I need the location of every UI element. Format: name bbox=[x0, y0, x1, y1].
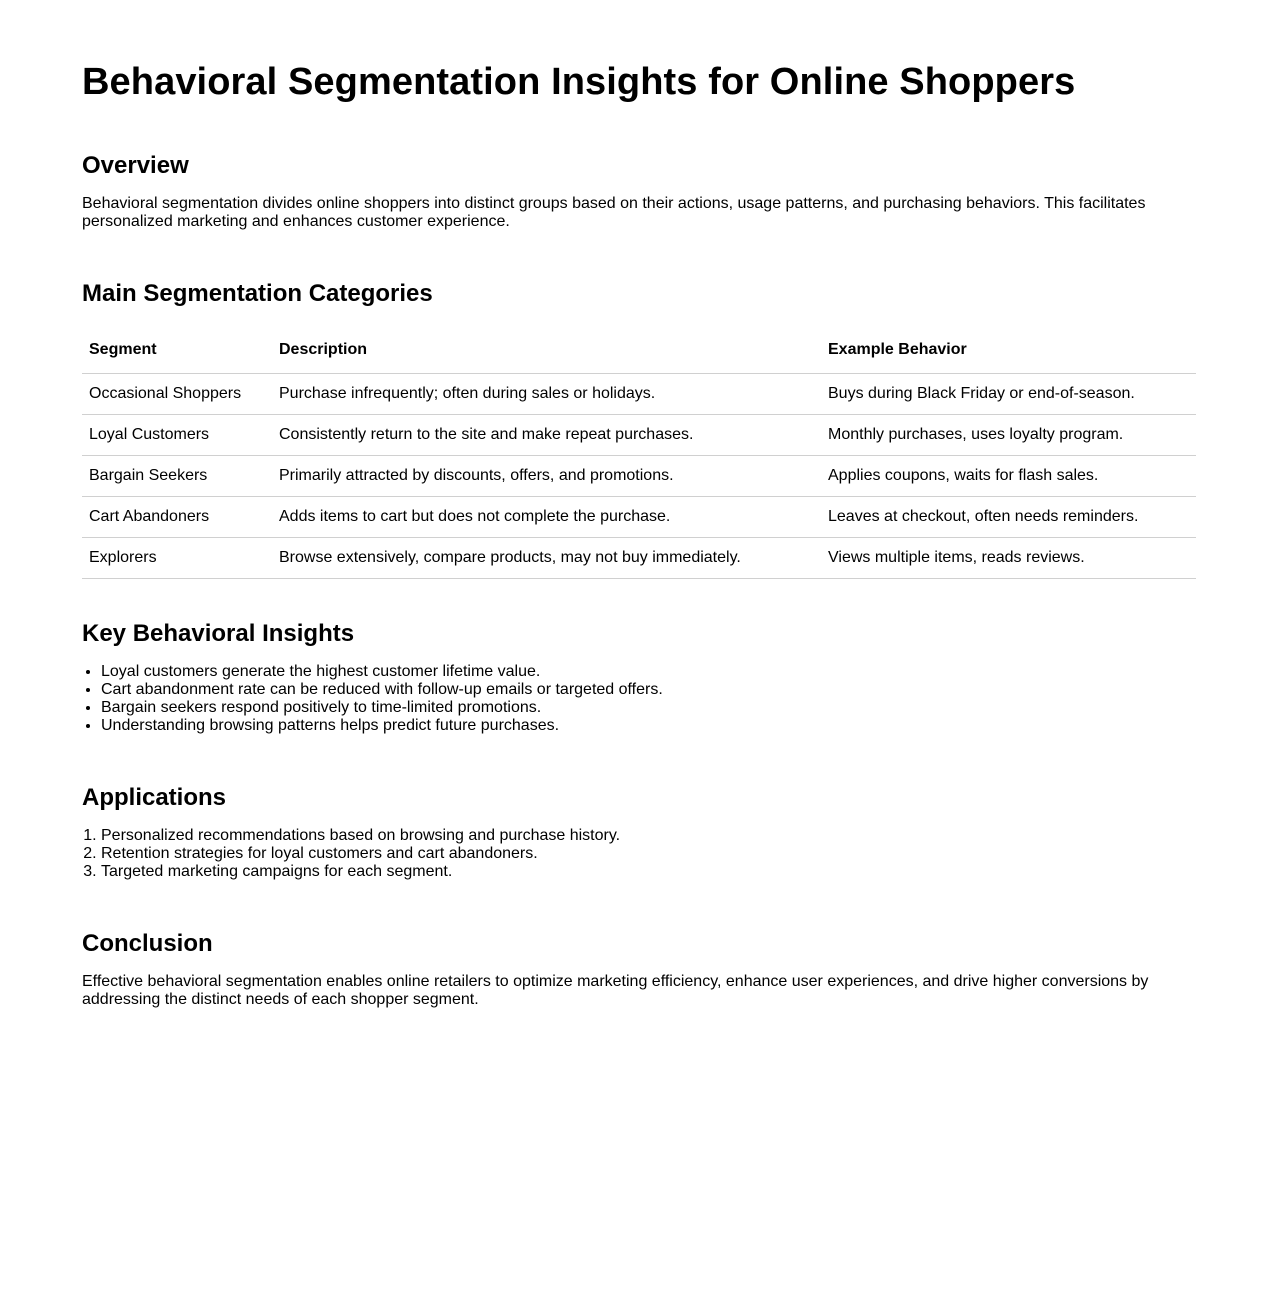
example-behavior-cell: Applies coupons, waits for flash sales. bbox=[821, 456, 1196, 497]
table-row bbox=[82, 374, 1196, 415]
categories-heading: Main Segmentation Categories bbox=[82, 280, 433, 307]
example-behavior-cell: Monthly purchases, uses loyalty program. bbox=[821, 415, 1196, 456]
table-row bbox=[82, 415, 1196, 456]
applications-section bbox=[82, 784, 1196, 881]
segmentation-table bbox=[82, 327, 1196, 579]
overview-text: Behavioral segmentation divides online shoppers into distinct groups based on their actions, usage patterns, and purchasing behaviors. This facilitates personalized marketing and enhances customer experience. bbox=[82, 195, 1146, 230]
example-behavior-cell: Views multiple items, reads reviews. bbox=[821, 538, 1196, 579]
segment-cell: Explorers bbox=[82, 538, 272, 579]
segment-cell: Occasional Shoppers bbox=[82, 374, 272, 415]
list-item: • Understanding browsing patterns helps predict future purchases. bbox=[101, 717, 1196, 735]
example-behavior-cell: Leaves at checkout, often needs reminders. bbox=[821, 497, 1196, 538]
table-row bbox=[82, 456, 1196, 497]
list-item: 3. Targeted marketing campaigns for each segment. bbox=[101, 863, 1196, 881]
list-item: • Bargain seekers respond positively to time-limited promotions. bbox=[101, 699, 1196, 717]
example-behavior-cell: Buys during Black Friday or end-of-season. bbox=[821, 374, 1196, 415]
description-cell: Consistently return to the site and make repeat purchases. bbox=[272, 415, 821, 456]
list-item: • Loyal customers generate the highest customer lifetime value. bbox=[101, 663, 1196, 681]
categories-section bbox=[82, 280, 1196, 579]
conclusion-heading: Conclusion bbox=[82, 930, 213, 957]
list-item: 1. Personalized recommendations based on browsing and purchase history. bbox=[101, 827, 1196, 845]
insights-heading: Key Behavioral Insights bbox=[82, 620, 355, 647]
table-header-row bbox=[82, 327, 1196, 374]
list-item: 2. Retention strategies for loyal customers and cart abandoners. bbox=[101, 845, 1196, 863]
table-row bbox=[82, 538, 1196, 579]
overview-section bbox=[82, 152, 1196, 231]
list-item: • Cart abandonment rate can be reduced with follow-up emails or targeted offers. bbox=[101, 681, 1196, 699]
applications-heading: Applications bbox=[82, 784, 227, 811]
overview-heading: Overview bbox=[82, 152, 189, 179]
table-row bbox=[82, 497, 1196, 538]
description-cell: Browse extensively, compare products, may not buy immediately. bbox=[272, 538, 821, 579]
segment-cell: Bargain Seekers bbox=[82, 456, 272, 497]
insights-list bbox=[82, 663, 1196, 735]
description-cell: Purchase infrequently; often during sales or holidays. bbox=[272, 374, 821, 415]
description-cell: Primarily attracted by discounts, offers, and promotions. bbox=[272, 456, 821, 497]
segment-cell: Cart Abandoners bbox=[82, 497, 272, 538]
column-header-segment: Segment bbox=[82, 327, 272, 374]
insights-section bbox=[82, 620, 1196, 735]
column-header-example-behavior: Example Behavior bbox=[821, 327, 1196, 374]
column-header-description: Description bbox=[272, 327, 821, 374]
segment-cell: Loyal Customers bbox=[82, 415, 272, 456]
conclusion-section bbox=[82, 930, 1196, 1009]
page-title: Behavioral Segmentation Insights for Online Shoppers bbox=[82, 61, 1076, 103]
conclusion-text: Effective behavioral segmentation enables online retailers to optimize marketing efficiency, enhance user experiences, and drive higher conversions by addressing the distinct needs of each shopper segment. bbox=[82, 973, 1149, 1008]
description-cell: Adds items to cart but does not complete the purchase. bbox=[272, 497, 821, 538]
applications-list bbox=[82, 827, 1196, 881]
